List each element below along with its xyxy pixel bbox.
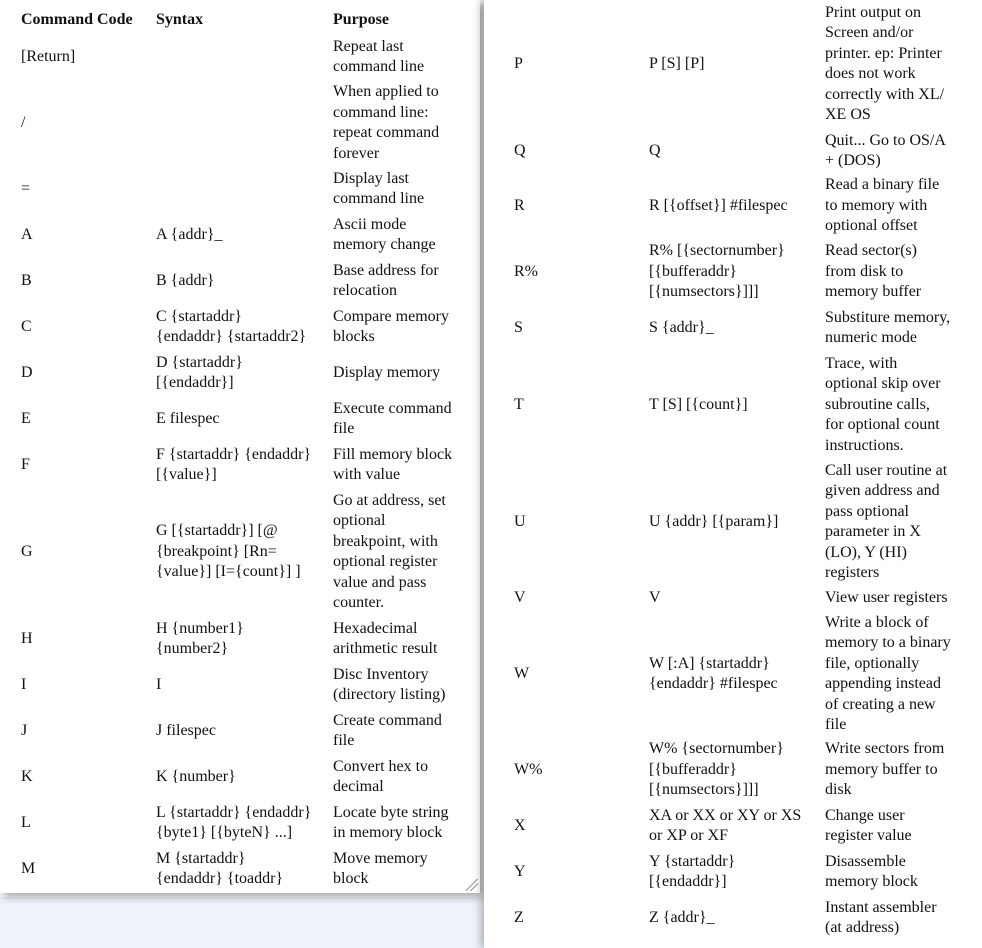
purpose-text: to memory with	[825, 196, 928, 214]
table-row	[0, 662, 480, 708]
syntax-text: [{endaddr}]	[156, 374, 234, 391]
purpose-text: Disassemble	[825, 852, 906, 870]
syntax-text: I	[156, 675, 162, 693]
purpose-text: numeric mode	[825, 329, 917, 346]
table-row	[484, 174, 982, 238]
syntax-text: W% {sectornumber}	[649, 740, 784, 758]
purpose-text: printer. ep: Printer	[825, 44, 942, 62]
purpose-text: Display memory	[333, 363, 441, 381]
purpose-text: Write sectors from	[825, 740, 945, 758]
purpose-text: Create command	[333, 711, 442, 729]
purpose-text: Read a binary file	[825, 176, 940, 194]
syntax-text: L {startaddr} {endaddr}	[156, 803, 312, 821]
code-text: Z	[514, 908, 524, 926]
code-text: S	[514, 318, 523, 336]
code-text: J	[21, 721, 28, 739]
syntax-text: {number2}	[156, 640, 229, 657]
table-row	[0, 350, 480, 396]
purpose-text: file	[333, 420, 355, 437]
purpose-text: with value	[333, 466, 401, 483]
purpose-text: Call user routine at	[825, 461, 948, 479]
purpose-text: file	[333, 732, 355, 749]
purpose-text: Base address for	[333, 261, 439, 279]
purpose-text: breakpoint, with	[333, 532, 438, 550]
code-text: L	[21, 813, 31, 831]
purpose-text: Ascii mode	[333, 215, 407, 233]
syntax-text: or XP or XF	[649, 827, 728, 844]
syntax-text: [{bufferaddr}	[649, 760, 737, 778]
table-row	[484, 2, 982, 126]
syntax-text: H {number1}	[156, 619, 244, 637]
purpose-text: Screen and/or	[825, 24, 914, 41]
table-row	[484, 804, 982, 848]
table-row	[0, 442, 480, 488]
table-row	[484, 352, 982, 458]
purpose-text: Write a block of	[825, 613, 929, 631]
syntax-text: U {addr} [{param}]	[649, 512, 779, 530]
syntax-text: V	[649, 588, 661, 606]
purpose-text: does not work	[825, 65, 916, 82]
purpose-text: optional skip over	[825, 375, 941, 393]
purpose-text: decimal	[333, 778, 384, 795]
table-row	[0, 304, 480, 350]
purpose-text: (directory listing)	[333, 686, 446, 703]
syntax-text: B {addr}	[156, 271, 215, 289]
purpose-text: counter.	[333, 594, 385, 611]
purpose-text: optional	[333, 512, 386, 529]
purpose-text: Hexadecimal	[333, 619, 418, 637]
purpose-text: arithmetic result	[333, 640, 438, 657]
purpose-text: memory block	[825, 873, 918, 890]
purpose-text: (at address)	[825, 919, 900, 936]
code-text: A	[21, 225, 33, 243]
code-text: R%	[514, 262, 538, 280]
syntax-text: {endaddr} {toaddr}	[156, 870, 284, 887]
purpose-text: Convert hex to	[333, 757, 429, 775]
code-text: C	[21, 317, 32, 335]
purpose-text: Substiture memory,	[825, 308, 951, 326]
right-table-panel	[484, 0, 982, 948]
code-text: G	[21, 542, 33, 560]
table-row	[484, 738, 982, 802]
syntax-text: R [{offset}] #filespec	[649, 196, 788, 214]
syntax-text: A {addr}_	[156, 225, 223, 243]
code-text: I	[21, 675, 27, 693]
syntax-text: F {startaddr} {endaddr}	[156, 445, 312, 463]
purpose-text: Repeat last	[333, 37, 404, 55]
purpose-text: Disc Inventory	[333, 665, 429, 683]
code-text: R	[514, 196, 525, 214]
purpose-text: Display last	[333, 169, 409, 187]
table-row	[0, 846, 480, 892]
code-text: X	[514, 816, 526, 834]
purpose-text: When applied to	[333, 83, 439, 100]
code-text: M	[21, 859, 36, 877]
purpose-text: given address and	[825, 482, 940, 499]
purpose-text: Change user	[825, 806, 905, 824]
purpose-text: forever	[333, 144, 380, 162]
table-row	[484, 612, 982, 736]
purpose-text: block	[333, 870, 369, 887]
purpose-text: optional register	[333, 553, 438, 570]
purpose-text: Read sector(s)	[825, 242, 917, 260]
purpose-text: of creating a new	[825, 695, 936, 713]
purpose-text: Move memory	[333, 849, 428, 867]
header-syntax: Syntax	[156, 11, 204, 28]
table-row	[0, 80, 480, 166]
table-row	[484, 850, 982, 894]
code-text: W%	[514, 760, 543, 778]
purpose-text: Quit... Go to OS/A	[825, 131, 946, 149]
purpose-text: relocation	[333, 282, 397, 299]
syntax-text: {endaddr} #filespec	[649, 675, 778, 692]
code-text: [Return]	[21, 47, 76, 65]
purpose-text: (LO), Y (HI)	[825, 543, 907, 561]
syntax-text: XA or XX or XY or XS	[649, 806, 802, 824]
syntax-text: S {addr}_	[649, 318, 714, 336]
syntax-text: [{bufferaddr}	[649, 262, 737, 280]
purpose-text: command line	[333, 190, 425, 207]
table-row	[0, 800, 480, 846]
purpose-text: repeat command	[333, 124, 440, 141]
syntax-text: {endaddr} {startaddr2}	[156, 328, 307, 345]
purpose-text: file	[825, 716, 847, 733]
code-text: =	[21, 179, 31, 197]
left-table-panel	[0, 0, 480, 893]
code-text: K	[21, 767, 33, 785]
purpose-text: Print output on	[825, 3, 922, 21]
purpose-text: XE OS	[825, 106, 871, 123]
code-text: F	[21, 455, 30, 473]
syntax-text: J filespec	[156, 721, 216, 739]
code-text: /	[21, 113, 26, 131]
purpose-text: View user registers	[825, 588, 948, 606]
table-row	[484, 128, 982, 174]
purpose-text: Instant assembler	[825, 898, 937, 916]
purpose-text: command line	[333, 58, 425, 75]
table-row	[484, 240, 982, 304]
syntax-text: C {startaddr}	[156, 307, 243, 325]
purpose-text: correctly with XL/	[825, 85, 945, 103]
code-text: H	[21, 629, 33, 647]
header-purpose: Purpose	[333, 11, 389, 28]
window-background	[0, 897, 484, 948]
purpose-text: value and pass	[333, 573, 427, 591]
table-row	[0, 166, 480, 212]
purpose-text: registers	[825, 564, 880, 581]
table-row	[0, 396, 480, 442]
purpose-text: memory to a binary	[825, 634, 951, 651]
code-text: W	[514, 664, 530, 682]
purpose-text: in memory block	[333, 824, 443, 841]
purpose-text: Trace, with	[825, 354, 898, 372]
syntax-text: M {startaddr}	[156, 849, 246, 867]
purpose-text: Fill memory block	[333, 445, 453, 463]
syntax-text: W [:A] {startaddr}	[649, 654, 770, 672]
syntax-text: [{numsectors}]]]	[649, 283, 759, 301]
purpose-text: from disk to	[825, 262, 904, 280]
table-row	[0, 708, 480, 754]
syntax-text: {byte1} [{byteN} ...]	[156, 824, 293, 841]
table-row	[484, 460, 982, 584]
purpose-text: memory buffer to	[825, 760, 938, 778]
syntax-text: Z {addr}_	[649, 908, 715, 926]
code-text: P	[514, 54, 523, 72]
code-text: B	[21, 271, 32, 289]
syntax-text: [{value}]	[156, 466, 217, 483]
table-row	[0, 34, 480, 80]
purpose-text: blocks	[333, 328, 375, 345]
syntax-text: [{endaddr}]	[649, 873, 727, 890]
table-row	[0, 258, 480, 304]
syntax-text: Y {startaddr}	[649, 852, 736, 870]
table-row	[484, 896, 982, 940]
syntax-text: [{numsectors}]]]	[649, 781, 759, 799]
table-row	[484, 306, 982, 350]
purpose-text: optional offset	[825, 217, 918, 235]
code-text: Y	[514, 862, 526, 880]
purpose-text: command line:	[333, 103, 429, 121]
purpose-text: disk	[825, 781, 852, 799]
purpose-text: memory change	[333, 236, 436, 253]
syntax-text: P [S] [P]	[649, 54, 705, 72]
code-text: D	[21, 363, 33, 381]
purpose-text: memory buffer	[825, 283, 922, 301]
purpose-text: instructions.	[825, 436, 904, 454]
purpose-text: file, optionally	[825, 654, 920, 672]
purpose-text: Locate byte string	[333, 803, 449, 821]
code-text: T	[514, 395, 524, 413]
code-text: V	[514, 588, 526, 606]
table-row	[0, 212, 480, 258]
purpose-text: Go at address, set	[333, 491, 446, 509]
code-text: Q	[514, 141, 526, 159]
table-row	[0, 616, 480, 662]
purpose-text: subroutine calls,	[825, 395, 930, 413]
syntax-text: {breakpoint} [Rn=	[156, 542, 277, 560]
code-text: E	[21, 409, 31, 427]
purpose-text: appending instead	[825, 675, 941, 692]
syntax-text: R% [{sectornumber}	[649, 242, 785, 260]
syntax-text: D {startaddr}	[156, 353, 243, 371]
header-command-code: Command Code	[21, 11, 133, 28]
resize-grip-icon[interactable]	[466, 879, 478, 891]
syntax-text: Q	[649, 141, 661, 159]
purpose-text: pass optional	[825, 502, 909, 520]
table-row	[0, 754, 480, 800]
purpose-text: for optional count	[825, 416, 940, 434]
syntax-text: K {number}	[156, 767, 236, 785]
purpose-text: Compare memory	[333, 307, 449, 325]
purpose-text: Execute command	[333, 399, 452, 417]
purpose-text: register value	[825, 827, 912, 844]
purpose-text: + (DOS)	[825, 152, 881, 169]
purpose-text: parameter in X	[825, 523, 921, 540]
table-row	[484, 586, 982, 610]
syntax-text: E filespec	[156, 409, 220, 427]
syntax-text: T [S] [{count}]	[649, 395, 748, 413]
code-text: U	[514, 512, 526, 530]
syntax-text: G [{startaddr}] [@	[156, 522, 278, 540]
table-row	[0, 488, 480, 616]
syntax-text: {value}] [I={count}] ]	[156, 563, 301, 581]
